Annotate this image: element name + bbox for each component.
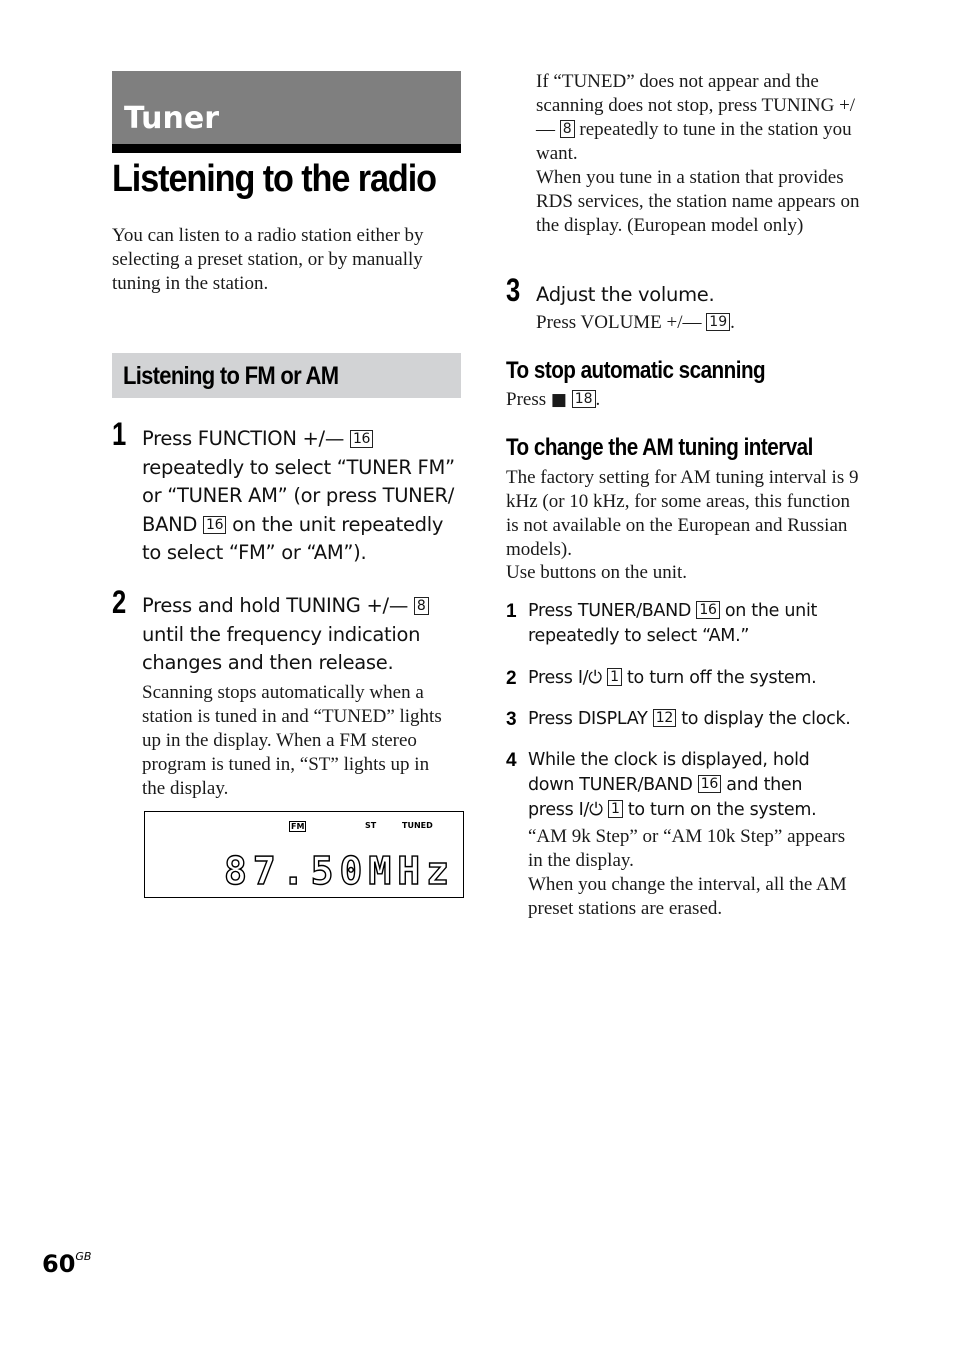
subsection-header — [112, 353, 461, 398]
interval-step-4-d: to turn on the system. — [627, 800, 817, 820]
interval-step-4-body-2: When you change the interval, all the AM preset stations are erased. — [528, 874, 847, 919]
key-ref-16: 16 — [696, 601, 719, 619]
key-ref-16: 16 — [203, 516, 226, 534]
interval-step-1-a: Press TUNER/BAND — [528, 601, 692, 621]
step-2-cont-c: When you tune in a station that provides RDS services, the station name appears on the display. (European model only) — [536, 167, 860, 236]
step-1-part-3: on the unit repeatedly to select “FM” or “AM”). — [142, 512, 444, 564]
key-ref-18: 18 — [572, 390, 596, 408]
key-ref-19: 19 — [706, 313, 730, 331]
interval-step-1-b: on the unit — [724, 601, 818, 621]
step-2-cont-a: If “TUNED” does not appear and the scanning does not stop, press TUNING +/— — [536, 71, 856, 140]
step-1-number: 1 — [112, 416, 127, 452]
subsection-title: Listening to FM or AM — [123, 362, 339, 390]
step-3-body-b: . — [730, 312, 735, 333]
stop-press: Press — [506, 389, 547, 410]
step-2-continued — [536, 70, 866, 238]
intro-paragraph: You can listen to a radio station either by selecting a preset station, or by manually tuning in the station. — [112, 225, 424, 294]
key-ref-12: 12 — [653, 709, 676, 727]
am-interval-use: Use buttons on the unit. — [506, 562, 688, 583]
step-2-part-1: Press and hold TUNING +/— — [142, 594, 409, 617]
step-1-part-2: repeatedly to select “TUNER FM” or “TUNER AM” (or press TUNER/ BAND — [142, 455, 455, 536]
step-3-number: 3 — [506, 272, 521, 308]
interval-step-2-number: 2 — [506, 668, 517, 689]
page-title: Listening to the radio — [112, 158, 436, 200]
key-ref-16: 16 — [350, 430, 373, 448]
step-3-text: Adjust the volume. — [536, 283, 715, 306]
tuner-display-illustration — [144, 811, 464, 898]
am-interval-body: The factory setting for AM tuning interval is 9 kHz (or 10 kHz, for some areas, this function is not available on the European and Russian models). — [506, 467, 859, 560]
page-number-value: 60 — [42, 1250, 76, 1278]
interval-step-4-body: “AM 9k Step” or “AM 10k Step” appears in the display. — [528, 826, 846, 871]
key-ref-1: 1 — [608, 800, 623, 818]
am-interval-heading: To change the AM tuning interval — [506, 434, 813, 461]
key-ref-16: 16 — [698, 775, 721, 793]
interval-step-4-b: and then — [726, 775, 803, 795]
page-number — [42, 1250, 91, 1278]
step-2-part-2: until the frequency indication changes and then release. — [142, 622, 421, 674]
interval-step-4-c: press I/⏻ — [528, 800, 603, 820]
stop-period: . — [595, 389, 601, 410]
step-2-body: Scanning stops automatically when a station is tuned in and “TUNED” lights up in the display. When a FM stereo program is tuned in, “ST” lights up in the display. — [142, 682, 442, 799]
section-title: Tuner — [124, 101, 220, 136]
step-2-number: 2 — [112, 584, 127, 620]
fm-indicator: FM — [291, 822, 305, 831]
interval-step-1-text — [528, 599, 817, 649]
step-2-cont-b: repeatedly to tune in the station you want. — [536, 119, 852, 164]
step-3-body-a: Press VOLUME +/— — [536, 312, 702, 333]
st-indicator: ST — [365, 821, 377, 830]
interval-step-3-a: Press DISPLAY — [528, 709, 648, 729]
stop-scanning-body — [506, 388, 856, 412]
interval-step-4-a: While the clock is displayed, hold — [528, 750, 810, 770]
key-ref-1: 1 — [607, 668, 622, 686]
interval-step-2-a: Press I/⏻ — [528, 668, 602, 688]
interval-step-4-a2: down TUNER/BAND — [528, 775, 693, 795]
key-ref-8: 8 — [560, 120, 575, 138]
stop-icon: ■ — [550, 390, 567, 410]
interval-step-4-number: 4 — [506, 750, 517, 771]
step-3-body — [536, 311, 866, 335]
section-header — [112, 71, 461, 153]
frequency-readout: 87.50MHz — [223, 849, 455, 893]
key-ref-8: 8 — [414, 597, 429, 615]
page-number-suffix: GB — [75, 1250, 92, 1263]
interval-step-1-number: 1 — [506, 601, 517, 622]
interval-step-2-b: to turn off the system. — [626, 668, 817, 688]
tuned-indicator: TUNED — [402, 821, 433, 830]
interval-step-3-b: to display the clock. — [681, 709, 851, 729]
step-2-text — [142, 592, 467, 678]
interval-step-3-text — [528, 707, 851, 732]
step-1-text — [142, 425, 467, 568]
interval-step-1-c: repeatedly to select “AM.” — [528, 626, 750, 646]
stop-scanning-heading: To stop automatic scanning — [506, 357, 766, 384]
interval-step-2-text — [528, 666, 816, 691]
interval-step-4-text — [528, 748, 816, 823]
interval-step-3-number: 3 — [506, 709, 517, 730]
step-1-part-1: Press FUNCTION +/— — [142, 427, 345, 450]
